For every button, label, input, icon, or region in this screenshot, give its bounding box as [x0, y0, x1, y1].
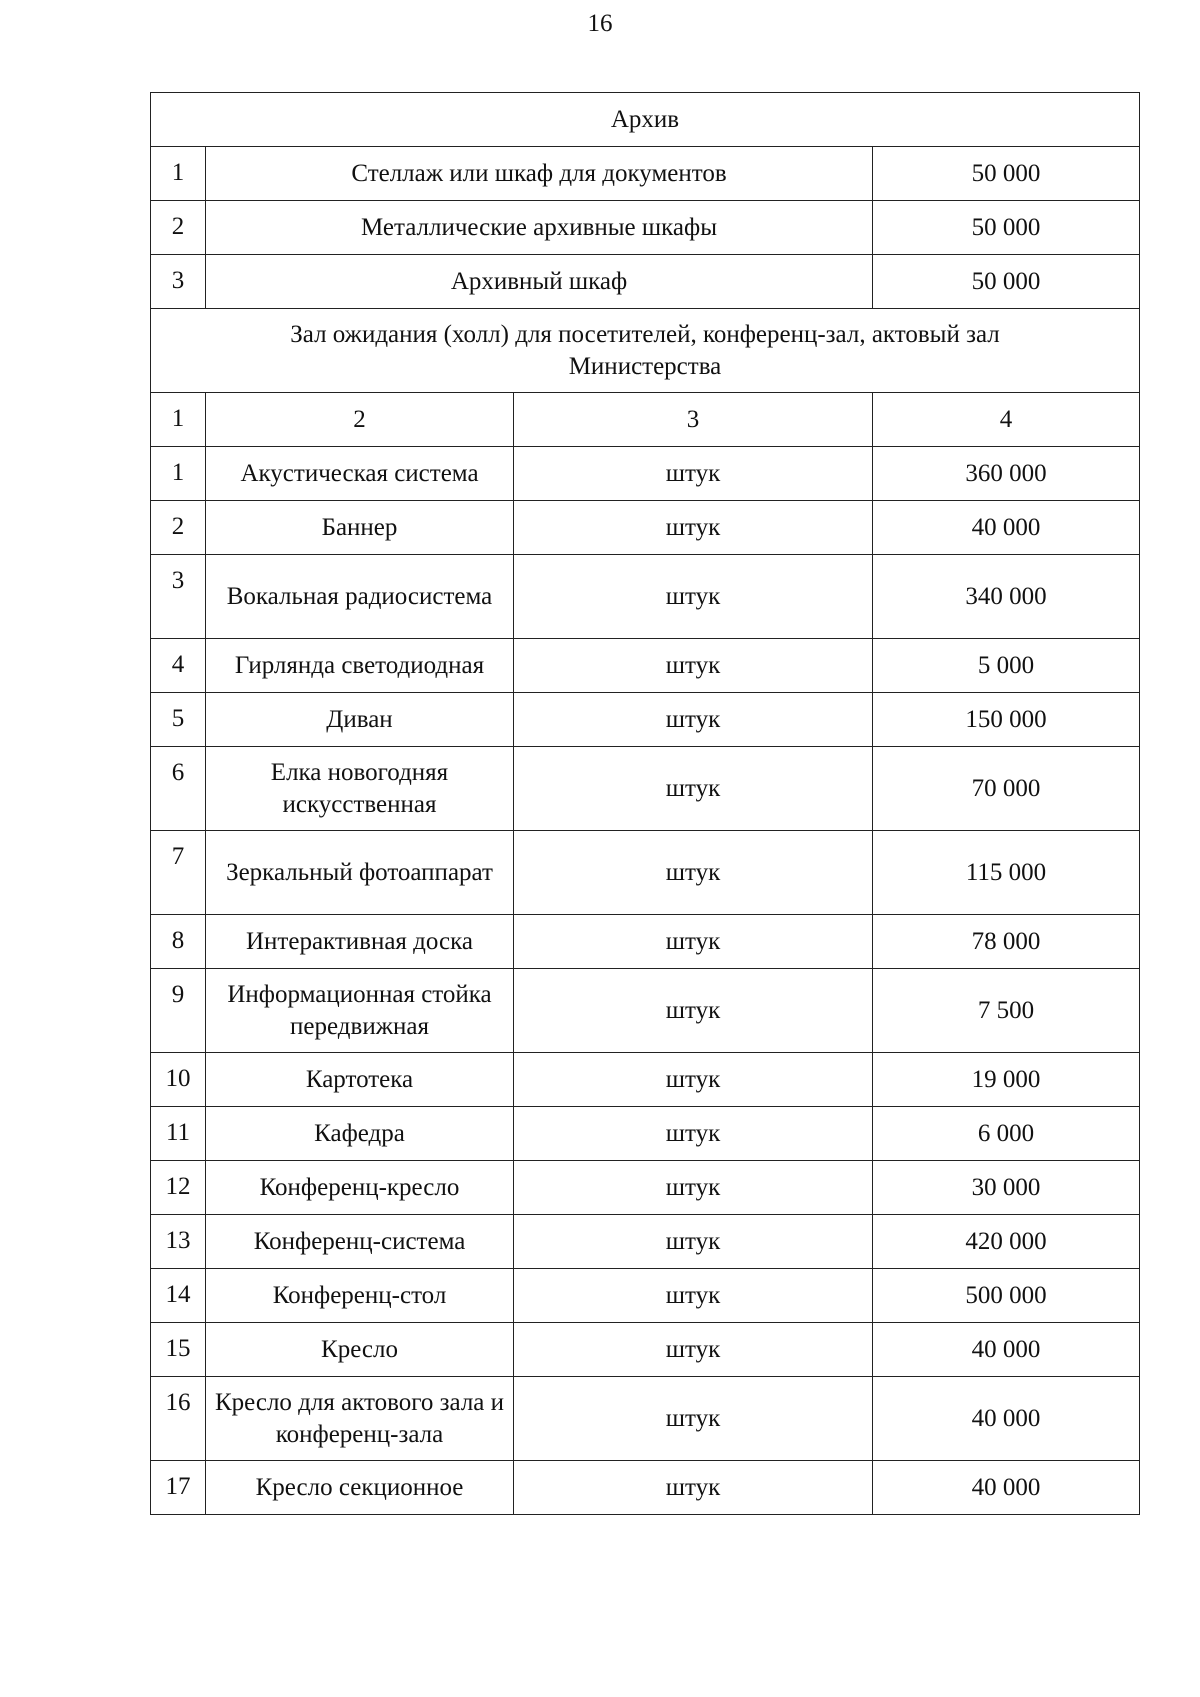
row-number: 14	[151, 1269, 206, 1323]
item-price: 19 000	[873, 1053, 1140, 1107]
table-row	[151, 1377, 1140, 1461]
item-unit: штук	[514, 693, 873, 747]
table-row	[151, 147, 1140, 201]
item-name: Конференц-кресло	[206, 1161, 514, 1215]
row-number: 16	[151, 1377, 206, 1461]
item-name: Вокальная радиосистема	[206, 555, 514, 639]
item-name: Кресло секционное	[206, 1461, 514, 1515]
row-number: 8	[151, 915, 206, 969]
row-number: 7	[151, 831, 206, 915]
table-row	[151, 501, 1140, 555]
table-row	[151, 1053, 1140, 1107]
section-title	[151, 309, 1140, 393]
item-unit: штук	[514, 501, 873, 555]
column-number: 2	[206, 393, 514, 447]
column-numbers-row	[151, 393, 1140, 447]
row-number: 9	[151, 969, 206, 1053]
section-header-hall	[151, 309, 1140, 393]
item-unit: штук	[514, 969, 873, 1053]
item-price: 40 000	[873, 1461, 1140, 1515]
section-title: Архив	[151, 93, 1140, 147]
item-price: 50 000	[873, 255, 1140, 309]
item-name: Кресло для актового зала и конференц-зала	[206, 1377, 514, 1461]
item-price: 40 000	[873, 1377, 1140, 1461]
item-name: Картотека	[206, 1053, 514, 1107]
column-number: 3	[514, 393, 873, 447]
item-name: Кафедра	[206, 1107, 514, 1161]
row-number: 1	[151, 147, 206, 201]
item-name: Конференц-стол	[206, 1269, 514, 1323]
item-unit: штук	[514, 1377, 873, 1461]
item-name: Зеркальный фотоаппарат	[206, 831, 514, 915]
item-name: Гирлянда светодиодная	[206, 639, 514, 693]
item-name: Елка новогодняя искусственная	[206, 747, 514, 831]
item-price: 6 000	[873, 1107, 1140, 1161]
item-unit: штук	[514, 915, 873, 969]
section-header-archive	[151, 93, 1140, 147]
item-name: Кресло	[206, 1323, 514, 1377]
row-number: 10	[151, 1053, 206, 1107]
equipment-price-table	[150, 92, 1140, 1515]
row-number: 13	[151, 1215, 206, 1269]
item-price: 40 000	[873, 1323, 1140, 1377]
item-unit: штук	[514, 1461, 873, 1515]
table-row	[151, 1269, 1140, 1323]
item-price: 78 000	[873, 915, 1140, 969]
table-row	[151, 555, 1140, 639]
table-row	[151, 447, 1140, 501]
item-price: 500 000	[873, 1269, 1140, 1323]
item-unit: штук	[514, 639, 873, 693]
row-number: 3	[151, 255, 206, 309]
section-title-line1: Зал ожидания (холл) для посетителей, конференц-зал, актовый зал	[290, 320, 1000, 348]
table-row	[151, 915, 1140, 969]
item-name: Информационная стойка передвижная	[206, 969, 514, 1053]
item-unit: штук	[514, 1053, 873, 1107]
page-number: 16	[587, 10, 613, 37]
item-unit: штук	[514, 1161, 873, 1215]
table-row	[151, 201, 1140, 255]
item-price: 360 000	[873, 447, 1140, 501]
item-name: Акустическая система	[206, 447, 514, 501]
column-number: 4	[873, 393, 1140, 447]
item-price: 50 000	[873, 201, 1140, 255]
table-row	[151, 747, 1140, 831]
item-name: Конференц-система	[206, 1215, 514, 1269]
row-number: 4	[151, 639, 206, 693]
row-number: 5	[151, 693, 206, 747]
row-number: 1	[151, 447, 206, 501]
section-title-line2: Министерства	[568, 352, 722, 380]
item-price: 40 000	[873, 501, 1140, 555]
row-number: 2	[151, 501, 206, 555]
item-price: 7 500	[873, 969, 1140, 1053]
row-number: 2	[151, 201, 206, 255]
item-name: Диван	[206, 693, 514, 747]
item-price: 420 000	[873, 1215, 1140, 1269]
item-price: 150 000	[873, 693, 1140, 747]
row-number: 6	[151, 747, 206, 831]
item-name: Баннер	[206, 501, 514, 555]
item-unit: штук	[514, 1215, 873, 1269]
item-price: 5 000	[873, 639, 1140, 693]
column-number: 1	[151, 393, 206, 447]
row-number: 15	[151, 1323, 206, 1377]
item-price: 30 000	[873, 1161, 1140, 1215]
row-number: 11	[151, 1107, 206, 1161]
item-unit: штук	[514, 447, 873, 501]
item-unit: штук	[514, 1269, 873, 1323]
item-unit: штук	[514, 1323, 873, 1377]
table-row	[151, 693, 1140, 747]
table-row	[151, 1161, 1140, 1215]
item-unit: штук	[514, 747, 873, 831]
item-name: Стеллаж или шкаф для документов	[206, 147, 873, 201]
item-price: 115 000	[873, 831, 1140, 915]
item-price: 70 000	[873, 747, 1140, 831]
row-number: 3	[151, 555, 206, 639]
item-unit: штук	[514, 555, 873, 639]
item-name: Интерактивная доска	[206, 915, 514, 969]
item-name: Металлические архивные шкафы	[206, 201, 873, 255]
table-row	[151, 831, 1140, 915]
table-row	[151, 1107, 1140, 1161]
table-row	[151, 1323, 1140, 1377]
row-number: 12	[151, 1161, 206, 1215]
item-name: Архивный шкаф	[206, 255, 873, 309]
row-number: 17	[151, 1461, 206, 1515]
item-unit: штук	[514, 1107, 873, 1161]
item-price: 50 000	[873, 147, 1140, 201]
item-price: 340 000	[873, 555, 1140, 639]
table-row	[151, 1215, 1140, 1269]
table-row	[151, 255, 1140, 309]
table-row	[151, 969, 1140, 1053]
table-row	[151, 639, 1140, 693]
item-unit: штук	[514, 831, 873, 915]
table-row	[151, 1461, 1140, 1515]
